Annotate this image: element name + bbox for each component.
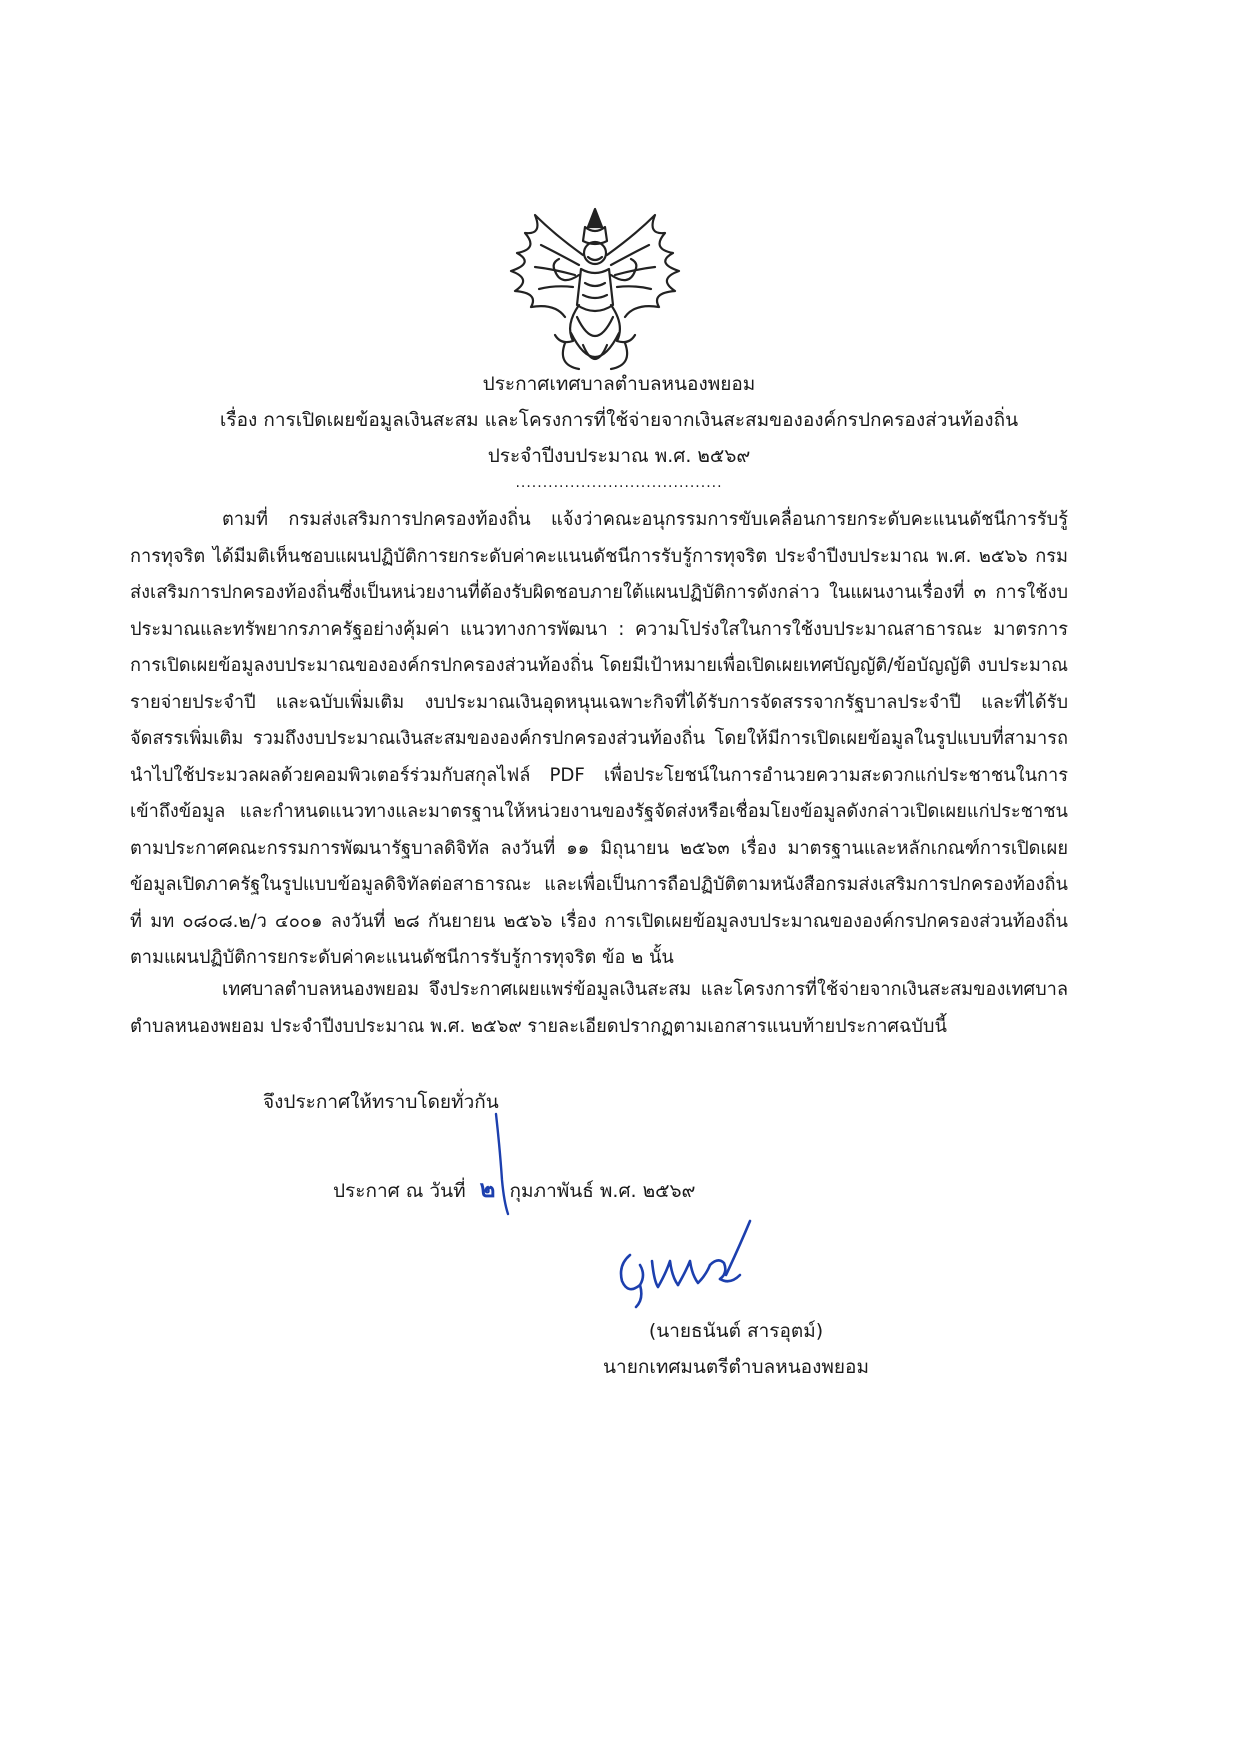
body-paragraph-1 (130, 502, 1068, 977)
announcement-subject: เรื่อง การเปิดเผยข้อมูลเงินสะสม และโครงการที่ใช้จ่ายจากเงินสะสมขององค์กรปกครองส่วนท้องถิ่น (219, 409, 1019, 431)
date-day-handwritten: ๒ (479, 1175, 496, 1203)
signatory-title: นายกเทศมนตรีตำบลหนองพยอม (603, 1356, 869, 1378)
date-month-year: กุมภาพันธ์ พ.ศ. ๒๕๖๙ (509, 1180, 696, 1202)
garuda-emblem (495, 205, 695, 383)
closing-statement: จึงประกาศให้ทราบโดยทั่วกัน (263, 1091, 499, 1113)
date-line (333, 1175, 695, 1205)
announcement-issuer: ประกาศเทศบาลตำบลหนองพยอม (482, 373, 756, 395)
heading-separator: ...................................... (515, 475, 723, 491)
announcement-fiscal-year: ประจำปีงบประมาณ พ.ศ. ๒๕๖๙ (487, 445, 751, 467)
body-paragraph-2 (130, 972, 1068, 1045)
handwritten-signature (600, 1215, 760, 1315)
date-prefix: ประกาศ ณ วันที่ (333, 1180, 466, 1202)
paragraph-2-text: เทศบาลตำบลหนองพยอม จึงประกาศเผยแพร่ข้อมูลเงินสะสม และโครงการที่ใช้จ่ายจากเงินสะสมของเทศบาลตำบลหนองพยอม ประจำปีงบประมาณ พ.ศ. ๒๕๖๙ รายละเอียดปรากฏตามเอกสารแนบท้ายประกาศฉบับนี้ (130, 979, 1068, 1037)
paragraph-1-text: ตามที่ กรมส่งเสริมการปกครองท้องถิ่น แจ้งว่าคณะอนุกรรมการขับเคลื่อนการยกระดับคะแนนดัชนีการรับรู้การทุจริต ได้มีมติเห็นชอบแผนปฏิบัติการยกระดับค่าคะแนนดัชนีการรับรู้การทุจริต ประจำปีงบประมาณ พ.ศ. ๒๕๖๖ กรมส่งเสริมการปกครองท้องถิ่นซึ่งเป็นหน่วยงานที่ต้องรับผิดชอบภายใต้แผนปฏิบัติการดังกล่าว ในแผนงานเรื่องที่ ๓ การใช้งบประมาณและทรัพยากรภาครัฐอย่างคุ้มค่า แนวทางการพัฒนา : ความโปร่งใสในการใช้งบประมาณสาธารณะ มาตรการการเปิดเผยข้อมูลงบประมาณขององค์กรปกครองส่วนท้องถิ่น โดยมีเป้าหมายเพื่อเปิดเผยเทศบัญญัติ/ข้อบัญญัติ งบประมาณรายจ่ายประจำปี และฉบับเพิ่มเติม งบประมาณเงินอุดหนุนเฉพาะกิจที่ได้รับการจัดสรรจากรัฐบาลประจำปี และที่ได้รับจัดสรรเพิ่มเติม รวมถึงงบประมาณเงินสะสมขององค์กรปกครองส่วนท้องถิ่น โดยให้มีการเปิดเผยข้อมูลในรูปแบบที่สามารถนำไปใช้ประมวลผลด้วยคอมพิวเตอร์ร่วมกับสกุลไฟล์ PDF เพื่อประโยชน์ในการอำนวยความสะดวกแก่ประชาชนในการเข้าถึงข้อมูล และกำหนดแนวทางและมาตรฐานให้หน่วยงานของรัฐจัดส่งหรือเชื่อมโยงข้อมูลดังกล่าวเปิดเผยแก่ประชาชน ตามประกาศคณะกรรมการพัฒนารัฐบาลดิจิทัล ลงวันที่ ๑๑ มิถุนายน ๒๕๖๓ เรื่อง มาตรฐานและหลักเกณฑ์การเปิดเผยข้อมูลเปิดภาครัฐในรูปแบบข้อมูลดิจิทัลต่อสาธารณะ และเพื่อเป็นการถือปฏิบัติตามหนังสือกรมส่งเสริมการปกครองท้องถิ่น ที่ มท ๐๘๐๘.๒/ว ๔๐๐๑ ลงวันที่ ๒๘ กันยายน ๒๕๖๖ เรื่อง การเปิดเผยข้อมูลงบประมาณขององค์กรปกครองส่วนท้องถิ่นตามแผนปฏิบัติการยกระดับค่าคะแนนดัชนีการรับรู้การทุจริต ข้อ ๒ นั้น (130, 509, 1068, 968)
signatory-name: (นายธนันต์ สารอุตม์) (648, 1320, 824, 1342)
